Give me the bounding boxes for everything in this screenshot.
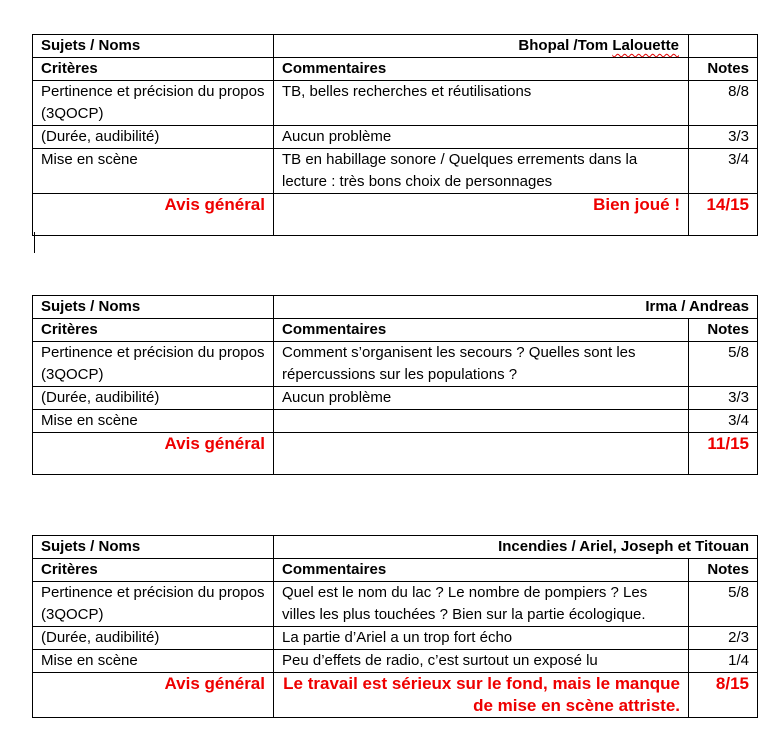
criteria-header: Critères	[33, 58, 274, 81]
criterion-row	[33, 342, 758, 387]
comment-cell	[274, 410, 689, 433]
grade-cell: 2/3	[689, 627, 758, 650]
criterion-label: Mise en scène	[33, 410, 274, 433]
criterion-label: Pertinence et précision du propos (3QOCP)	[33, 342, 274, 387]
total-grade: 11/15	[689, 433, 758, 475]
criterion-label: (Durée, audibilité)	[33, 126, 274, 149]
text-cursor	[34, 232, 35, 253]
comment-cell: Aucun problème	[274, 126, 689, 149]
subject-row	[33, 536, 758, 559]
overall-comment	[274, 433, 689, 475]
overall-label: Avis général	[33, 673, 274, 718]
criterion-label: (Durée, audibilité)	[33, 627, 274, 650]
grade-cell: 3/3	[689, 126, 758, 149]
overall-row	[33, 673, 758, 718]
overall-label: Avis général	[33, 194, 274, 236]
criterion-label: Mise en scène	[33, 650, 274, 673]
criterion-row	[33, 650, 758, 673]
header-row	[33, 319, 758, 342]
subject-name: Irma / Andreas	[274, 296, 758, 319]
comments-header: Commentaires	[274, 58, 689, 81]
criteria-header: Critères	[33, 559, 274, 582]
comment-cell: Quel est le nom du lac ? Le nombre de pompiers ? Les villes les plus touchées ? Bien sur la partie écologique.	[274, 582, 689, 627]
comment-cell: TB en habillage sonore / Quelques errements dans la lecture : très bons choix de personnages	[274, 149, 689, 194]
overall-row	[33, 194, 758, 236]
header-row	[33, 559, 758, 582]
comments-header: Commentaires	[274, 319, 689, 342]
evaluation-table-irma	[32, 295, 758, 475]
criterion-row	[33, 387, 758, 410]
overall-comment: Bien joué !	[274, 194, 689, 236]
grade-cell: 5/8	[689, 582, 758, 627]
comment-cell: La partie d’Ariel a un trop fort écho	[274, 627, 689, 650]
criterion-label: (Durée, audibilité)	[33, 387, 274, 410]
evaluation-table-incendies	[32, 535, 758, 718]
empty-cell	[689, 35, 758, 58]
evaluation-table-bhopal	[32, 34, 758, 236]
subjects-label: Sujets / Noms	[33, 536, 274, 559]
subject-row	[33, 35, 758, 58]
grade-cell: 1/4	[689, 650, 758, 673]
grade-cell: 8/8	[689, 81, 758, 126]
subject-name: Incendies / Ariel, Joseph et Titouan	[274, 536, 758, 559]
subjects-label: Sujets / Noms	[33, 296, 274, 319]
criterion-row	[33, 81, 758, 126]
grades-header: Notes	[689, 319, 758, 342]
criteria-header: Critères	[33, 319, 274, 342]
overall-row	[33, 433, 758, 475]
comment-cell: Comment s’organisent les secours ? Quelles sont les répercussions sur les populations ?	[274, 342, 689, 387]
comments-header: Commentaires	[274, 559, 689, 582]
grades-header: Notes	[689, 559, 758, 582]
subject-row	[33, 296, 758, 319]
spellcheck-word: Lalouette	[612, 37, 679, 54]
subjects-label: Sujets / Noms	[33, 35, 274, 58]
criterion-label: Pertinence et précision du propos (3QOCP)	[33, 582, 274, 627]
criterion-row	[33, 627, 758, 650]
comment-cell: Peu d’effets de radio, c’est surtout un exposé lu	[274, 650, 689, 673]
grade-cell: 3/4	[689, 149, 758, 194]
overall-comment: Le travail est sérieux sur le fond, mais le manque de mise en scène attriste.	[274, 673, 689, 718]
comment-cell: TB, belles recherches et réutilisations	[274, 81, 689, 126]
header-row	[33, 58, 758, 81]
criterion-label: Pertinence et précision du propos (3QOCP)	[33, 81, 274, 126]
subject-name: Bhopal /Tom Lalouette	[274, 35, 689, 58]
grade-cell: 3/3	[689, 387, 758, 410]
total-grade: 8/15	[689, 673, 758, 718]
overall-label: Avis général	[33, 433, 274, 475]
criterion-row	[33, 410, 758, 433]
criterion-row	[33, 582, 758, 627]
grade-cell: 3/4	[689, 410, 758, 433]
grades-header: Notes	[689, 58, 758, 81]
criterion-label: Mise en scène	[33, 149, 274, 194]
total-grade: 14/15	[689, 194, 758, 236]
grade-cell: 5/8	[689, 342, 758, 387]
criterion-row	[33, 126, 758, 149]
criterion-row	[33, 149, 758, 194]
comment-cell: Aucun problème	[274, 387, 689, 410]
